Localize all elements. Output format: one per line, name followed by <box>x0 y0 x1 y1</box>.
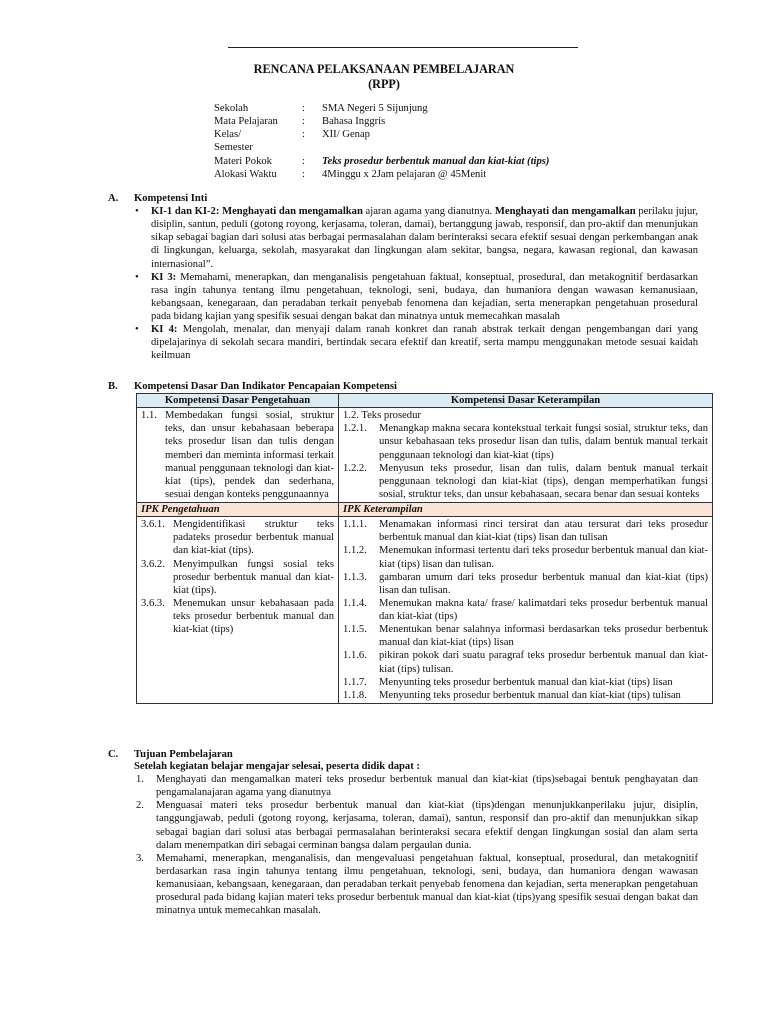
tujuan-item: 3. Memahami, menerapkan, menganalisis, dan mengevaluasi pengetahuan faktual, konseptual, prosedural, dan metakognitif berdasarkan rasa ingin tahunya tentang ilmu pengetahuan, teknologi, seni, budaya, dan humaniora dengan wawasan kemanusiaan, kebangsaan, kenegaraan, dan peradaban terkait penyebab fenomena dan kejadian, serta menerapkan pengetahuan prosedural pada bidang kajian materi teks prosedur berbentuk manual dan kiat-kiat (tips)yang spesifik sesuai dengan bakat dan minatnya untuk memecahkan masalah. <box>136 852 698 917</box>
tujuan-list <box>134 773 698 917</box>
identity-label: Alokasi Waktu <box>214 168 277 180</box>
ki-list <box>134 205 698 363</box>
section-a-heading <box>108 192 207 205</box>
ipk-row <box>137 517 713 704</box>
identity-row <box>214 102 634 115</box>
section-letter: C. <box>108 749 119 760</box>
identity-colon: : <box>302 129 305 141</box>
identity-value <box>322 141 634 154</box>
identity-row <box>214 155 634 168</box>
identity-value: Teks prosedur berbentuk manual dan kiat-kiat (tips) <box>322 155 550 167</box>
identity-colon: : <box>302 116 305 128</box>
identity-colon: : <box>302 168 305 180</box>
kd-keterampilan-title: 1.2. Teks prosedur <box>343 410 421 422</box>
section-title: Tujuan Pembelajaran <box>134 749 233 760</box>
section-title: Kompetensi Inti <box>134 193 208 204</box>
section-b-heading <box>108 380 397 393</box>
section-title: Kompetensi Dasar Dan Indikator Pencapaian Kompetensi <box>134 381 398 392</box>
identity-value: Bahasa Inggris <box>322 116 386 128</box>
header-rule <box>228 47 578 48</box>
section-letter: A. <box>108 193 119 204</box>
kd-keterampilan-cell: 1.2. Teks prosedur 1.2.1. Menangkap makna secara kontekstual terkait fungsi sosial, struktur teks, dan unsur kebahasaan teks prosedur lisan dan tulis, dalam bentuk manual terkait penggunaan teknologi dan kiat-kiat (tips) 1.2.2. Menyusun teks prosedur, lisan dan tulis, dalam bentuk manual terkait penggunaan teknologi dan kiat-kiat (tips), dengan memperhatikan fungsi sosial, struktur teks, dan unsur kebahasaan, secara benar dan sesuai konteks <box>339 408 713 503</box>
ipk-pengetahuan-cell: 3.6.1. Mengidentifikasi struktur teks padateks prosedur berbentuk manual dan kiat-kiat (tips). 3.6.2. Menyimpulkan fungsi sosial teks prosedur berbentuk manual dan kiat-kiat (tips). 3.6.3. Menemukan unsur kebahasaan pada teks prosedur berbentuk manual dan kiat-kiat (tips) <box>137 517 339 704</box>
identity-value: XII/ Genap <box>322 129 370 141</box>
identity-label: Sekolah <box>214 103 249 114</box>
ipk-keterampilan-header: IPK Keterampilan <box>339 503 713 517</box>
ki-item: • KI 3: Memahami, menerapkan, dan menganalisis pengetahuan faktual, konseptual, prosedural, dan metakognitif berdasarkan rasa ingin tahunya tentang ilmu pengetahuan, teknologi, seni, budaya, dan humaniora dengan wawasan kemanusiaan, kebangsaan, kenegaraan, dan peradaban terkait penyebab fenomena dan kejadian, serta menerapkan pengetahuan prosedural pada bidang kajian yang spesifik sesuai dengan bakat dan minatnya untuk memecahkan masalah <box>134 271 698 324</box>
identity-colon: : <box>302 103 305 114</box>
kd-row <box>137 408 713 503</box>
ki-item: • KI-1 dan KI-2: Menghayati dan mengamalkan ajaran agama yang dianutnya. Menghayati dan mengamalkan perilaku jujur, disiplin, santun, peduli (gotong royong, kerjasama, toleran, damai), bertanggung jawab, responsif, dan pro-aktif dan menunjukan sikap sebagai bagian dari solusi atas berbagai permasalahan dalam berinteraksi secara efektif sesuai dengan perkembangan anak di lingkungan, keluarga, sekolah, masyarakat dan lingkungan alam sekitar, bangsa, negara, kawasan regional, dan kawasan internasional”. <box>134 205 698 271</box>
identity-value: 4Minggu x 2Jam pelajaran @ 45Menit <box>322 168 487 180</box>
ipk-header-row <box>137 503 713 517</box>
ipk-pengetahuan-header: IPK Pengetahuan <box>137 503 339 517</box>
kd-header-row <box>137 394 713 408</box>
identity-row <box>214 141 634 154</box>
section-letter: B. <box>108 381 118 392</box>
identity-label: Semester <box>214 142 253 154</box>
identity-label: Materi Pokok <box>214 155 272 167</box>
identity-label: Mata Pelajaran <box>214 116 278 128</box>
kd-pengetahuan-header: Kompetensi Dasar Pengetahuan <box>137 394 339 408</box>
identity-row <box>214 115 634 128</box>
identity-row <box>214 168 634 181</box>
ipk-keterampilan-cell: 1.1.1. Menamakan informasi rinci tersirat dan atau tersurat dari teks prosedur berbentuk manual dan kiat-kiat (tips) lisan dan tulisan 1.1.2. Menemukan informasi tertentu dari teks prosedur berbentuk manual dan kiat-kiat (tips) lisan dan tulisan. 1.1.3. gambaran umum dari teks prosedur berbentuk manual dan kiat-kiat (tips) lisan dan tulisan. 1.1.4. Menemukan makna kata/ frase/ kalimatdari teks prosedur berbentuk manual dan kiat-kiat (tips) 1.1.5. Menentukan benar salahnya informasi berdasarkan teks prosedur berbentuk manual dan kiat-kiat (tips) lisan 1.1.6. pikiran pokok dari suatu paragraf teks prosedur berbentuk manual dan kiat-kiat (tips) tulisan. 1.1.7. Menyunting teks prosedur berbentuk manual dan kiat-kiat (tips) lisan 1.1.8. Menyunting teks prosedur berbentuk manual dan kiat-kiat (tips) tulisan <box>339 517 713 704</box>
document-subtitle: (RPP) <box>368 77 400 91</box>
kd-keterampilan-header: Kompetensi Dasar Keterampilan <box>339 394 713 408</box>
kd-pengetahuan-cell: 1.1. Membedakan fungsi sosial, struktur teks, dan unsur kebahasaan beberapa teks prosedur lisan dan tulis dengan memberi dan meminta informasi terkait manual penggunaan teknologi dan kiat-kiat (tips), pendek dan sederhana, sesuai dengan konteks penggunaannya <box>137 408 339 503</box>
identity-value: SMA Negeri 5 Sijunjung <box>322 103 428 114</box>
ki-item: • KI 4: Mengolah, menalar, dan menyaji dalam ranah konkret dan ranah abstrak terkait dengan pengembangan dari yang dipelajarinya di sekolah secara mandiri, bertindak secara efektif dan kreatif, serta mampu menggunakan metode sesuai kaidah keilmuan <box>134 323 698 362</box>
tujuan-item: 1. Menghayati dan mengamalkan materi teks prosedur berbentuk manual dan kiat-kiat (tips)sebagai bentuk penghayatan dan pengamalanajaran agama yang dianutnya <box>136 774 698 799</box>
tujuan-item: 2. Menguasai materi teks prosedur berbentuk manual dan kiat-kiat (tips)dengan menunjukkanperilaku jujur, disiplin, tanggungjawab, peduli (gotong royong, kerjasama, toleran, damai), santun, responsif dan pro-aktif dan menunjukkan sikap sebagai bagian dari solusi atas berbagai permasalahan berinteraksi secara efektif dengan lingkungan sosial dan alam serta dalam menempatkan diri sebagai cerminan bangsa dalam pergaulan dunia. <box>136 800 698 851</box>
identity-row <box>214 128 634 141</box>
tujuan-intro: Setelah kegiatan belajar mengajar selesai, peserta didik dapat : <box>134 761 420 772</box>
identity-table <box>214 102 634 181</box>
identity-label: Kelas/ <box>214 129 242 141</box>
document-title: RENCANA PELAKSANAAN PEMBELAJARAN <box>253 62 515 76</box>
kd-ipk-table <box>136 393 713 704</box>
identity-colon: : <box>302 155 305 167</box>
